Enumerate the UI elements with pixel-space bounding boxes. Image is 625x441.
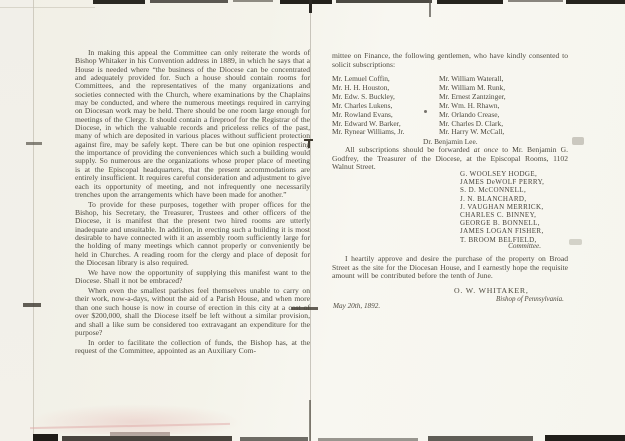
subscriber-name: Mr. Rowland Evans, — [332, 109, 393, 119]
committee-label-text: Committee. — [508, 242, 541, 250]
document-date-text: May 20th, 1892. — [333, 302, 381, 310]
scan-artifact-top-strip — [233, 0, 273, 2]
scan-artifact-bottom-strip — [33, 434, 58, 441]
paragraph: In making this appeal the Committee can only reiterate the words of Bishop Whitaker in his Convention address in 1889, in which he says that a House is needed where “the business of the Diocese can be concentrated and adequately provided for. Such a house should contain rooms for Committees, and the representatives of the many organizations and societies connected with the Church, where examinations by the Chaplains may be conducted, and where the numerous meetings required in carrying on Diocesan work may be held. There should be one room large enough for meetings of the Clergy. It should contain a fireproof for the Registrar of the Diocese, in which the valuable records and priceless relics of the past, many of which are deposited in various places without sufficient protection against fire, may be safely kept. There can be but one opinion respecting the importance of providing the conveniences which such a building would supply. So numerous are the organizations whose proper place of meeting is at the Episcopal headquarters, that the present accommodations are entirely insufficient. It requires careful consideration and adjustment to give each its opportunity of meeting, and not infrequently one necessarily trenches upon the arrangements which have been made for another.” — [75, 48, 310, 199]
subscriber-column-left — [332, 75, 439, 137]
signature-title-text: Bishop of Pennsylvania. — [496, 295, 564, 303]
binding-mark — [23, 303, 41, 307]
committee-member-name: S. D. McCONNELL, — [460, 186, 527, 195]
subscriber-name-centered: Dr. Benjamin Lee. — [423, 137, 478, 146]
forwarding-emphasis: at once — [473, 145, 499, 154]
scan-smudge — [572, 137, 584, 145]
subscriber-name: Mr. H. H. Houston, — [332, 82, 390, 92]
scan-stain — [28, 404, 243, 434]
signature-name: O. W. WHITAKER, — [454, 286, 529, 295]
scan-artifact-bottom-strip — [110, 432, 170, 436]
committee-member-name: J. N. BLANCHARD, — [460, 194, 527, 203]
scan-artifact-top-strip — [93, 0, 145, 4]
paragraph: To provide for these purposes, together with proper offices for the Bishop, his Secretary, the Treasurer, Trustees and other officers of the Diocese, it is manifest that the present two hired rooms are utterly inadequate and unsuitable. In addition, in erecting such a building it is most desirable to have connected with it an assembly room sufficiently large for the holding of many meetings which cannot properly or conveniently be held in Churches. A reading room for the clergy and place of deposit for the Diocesan library is also required. — [75, 199, 310, 268]
intro-paragraph: mittee on Finance, the following gentlemen, who have kindly consented to solicit subscriptions: — [332, 51, 568, 69]
paragraph: In order to facilitate the collection of funds, the Bishop has, at the request of the Committee, appointed as an Auxiliary Com- — [75, 337, 310, 356]
subscriber-name: Mr. William M. Runk, — [439, 82, 506, 92]
committee-member-name: JAMES DeWOLF PERRY, — [460, 178, 545, 187]
committee-member-name: J. VAUGHAN MERRICK, — [460, 202, 544, 211]
page-fold-mark — [309, 400, 311, 441]
approval-paragraph: I heartily approve and desire the purchase of the property on Broad Street as the site for the Diocesan House, and I earnestly hope the requisite amount will be contributed before the tenth of June. — [332, 254, 568, 281]
subscriber-name: Mr. William Waterall, — [439, 74, 504, 83]
scan-artifact-top-strip — [280, 0, 332, 4]
subscriber-name: Mr. Rynear Williams, Jr. — [332, 127, 405, 137]
subscriber-list — [332, 75, 568, 137]
committee-label — [332, 242, 568, 250]
scan-artifact-bottom-strip — [240, 437, 308, 441]
scan-artifact-bottom-strip — [62, 436, 232, 441]
subscriber-name: Mr. Ernest Zantzinger, — [439, 91, 506, 101]
subscriber-name: Mr. Edw. S. Buckley, — [332, 91, 395, 101]
committee-member-name: G. WOOLSEY HODGE, — [460, 170, 538, 178]
committee-member-name: GEORGE B. BONNELL, — [460, 219, 540, 228]
subscriber-name: Mr. Orlando Crease, — [439, 109, 500, 119]
page-corner-edge — [0, 7, 95, 8]
subscriber-name: Mr. Edward W. Barker, — [332, 118, 401, 128]
page-fold-line — [310, 0, 311, 441]
left-page-text — [75, 49, 310, 355]
subscriber-name: Mr. Lemuel Coffin, — [332, 74, 390, 83]
committee-member-name: CHARLES C. BINNEY, — [460, 211, 537, 220]
subscriber-name: Mr. Charles D. Clark, — [439, 118, 504, 128]
binding-mark — [26, 142, 42, 145]
committee-member-name: T. BROOM BELFIELD, — [460, 235, 537, 244]
document-date — [333, 302, 380, 310]
scanner-margin — [0, 0, 34, 441]
paragraph: We have now the opportunity of supplying this manifest want to the Diocese. Shall it not be embraced? — [75, 267, 310, 286]
scan-artifact-top-strip — [150, 0, 228, 3]
forwarding-text: All subscriptions should be forwarded — [345, 145, 474, 154]
page-fold-mark — [309, 0, 312, 13]
forwarding-text: to Mr. Benjamin G. Godfrey, the Treasurer of the Diocese, at the Episcopal Rooms, 1102 Walnut Street. — [332, 145, 568, 172]
paragraph: When even the smallest parishes feel themselves unable to carry on their work, now-a-days, without the aid of a Parish House, and when more than one such house is now in course of erection in this city at a cost of over $200,000, shall the Diocese itself be left without a similar provision, and shall a like sum be considered too extravagant an expenditure for the purpose? — [75, 286, 310, 337]
forwarding-paragraph — [332, 146, 568, 172]
committee-member-name: JAMES LOGAN FISHER, — [460, 227, 544, 236]
scan-artifact-top-strip — [566, 0, 625, 4]
scan-smudge — [569, 239, 582, 245]
signature-title — [496, 295, 564, 303]
right-page — [332, 0, 568, 441]
subscriber-column-right — [439, 75, 568, 137]
subscriber-name: Mr. Charles Lukens, — [332, 100, 393, 110]
left-page — [75, 49, 310, 357]
subscriber-name: Mr. Wm. H. Rhawn, — [439, 100, 500, 110]
committee-list — [460, 170, 544, 244]
subscriber-name: Mr. Harry W. McCall, — [439, 127, 505, 137]
